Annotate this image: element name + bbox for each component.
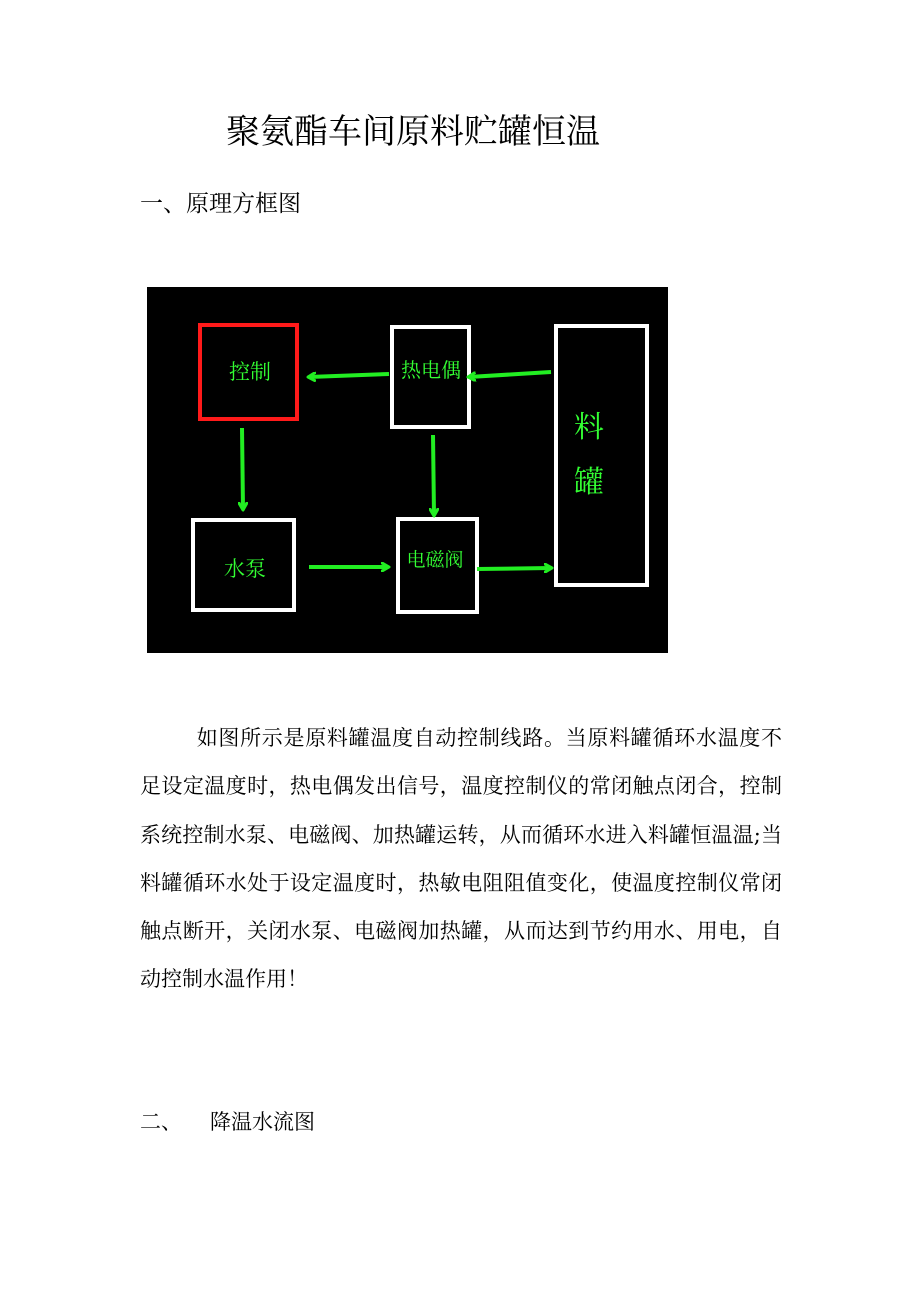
- node-valve-label: 电磁阀: [406, 549, 464, 571]
- section-heading-1: 一、原理方框图: [140, 191, 301, 217]
- node-thermocouple: [392, 327, 469, 427]
- node-tank-box: [556, 326, 647, 585]
- arrow-thermocouple-to-control: [309, 374, 389, 377]
- arrow-valve-to-tank: [477, 568, 551, 569]
- arrow-control-to-pump: [242, 428, 243, 509]
- section-heading-2: [140, 1104, 315, 1140]
- node-thermocouple-label: 热电偶: [401, 358, 461, 382]
- node-tank: [556, 326, 647, 585]
- section-heading-2-number: 二、: [140, 1110, 182, 1134]
- node-tank-label-2: 罐: [574, 465, 604, 500]
- document-title: 聚氨酯车间原料贮罐恒温: [226, 112, 600, 152]
- node-pump: [193, 520, 294, 610]
- arrow-thermocouple-to-valve: [433, 435, 434, 515]
- block-diagram-svg: [147, 287, 668, 653]
- arrow-tank-to-thermocouple: [469, 372, 551, 377]
- node-control: [200, 325, 297, 419]
- block-diagram: [147, 287, 668, 653]
- node-valve: [398, 519, 477, 612]
- section-heading-2-title: 降温水流图: [210, 1110, 315, 1134]
- node-tank-label-1: 料: [574, 410, 604, 445]
- description-paragraph: 如图所示是原料罐温度自动控制线路。当原料罐循环水温度不足设定温度时，热电偶发出信号，温度控制仪的常闭触点闭合，控制系统控制水泵、电磁阀、加热罐运转，从而循环水进入料罐恒温温;当料罐循环水处于设定温度时，热敏电阻阻值变化，使温度控制仪常闭触点断开，关闭水泵、电磁阀加热罐，从而达到节约用水、用电，自动控制水温作用！: [140, 726, 782, 992]
- node-pump-label: 水泵: [224, 557, 266, 581]
- node-control-label: 控制: [229, 360, 271, 384]
